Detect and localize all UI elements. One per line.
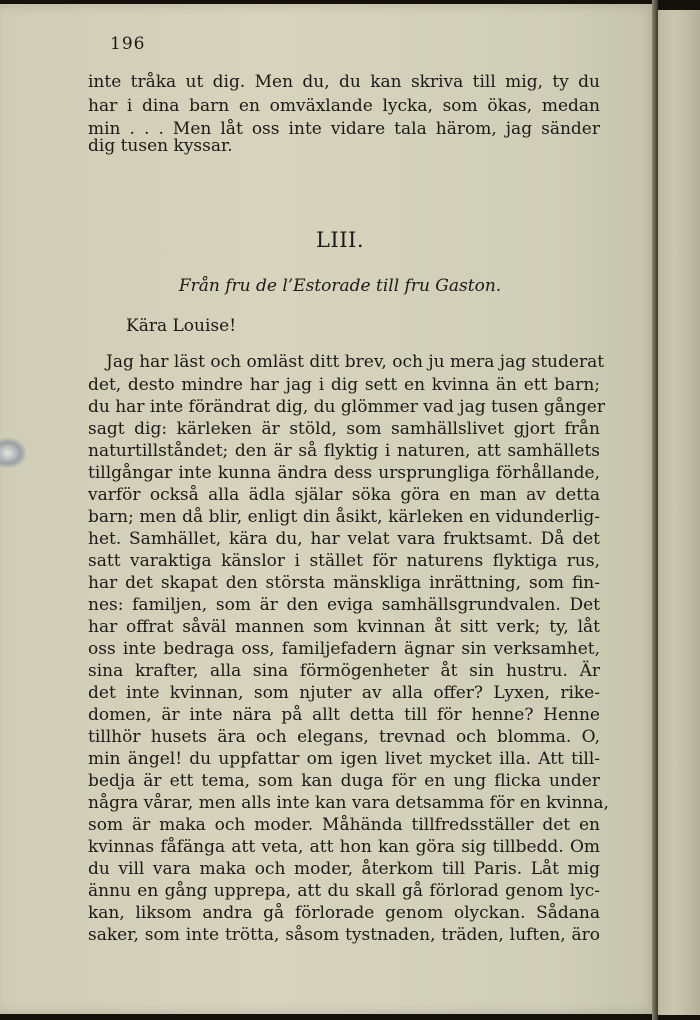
body-line: har offrat såväl mannen som kvinnan åt sitt verk; ty, låt bbox=[88, 617, 600, 637]
body-line: bedja är ett tema, som kan duga för en ung flicka under bbox=[88, 771, 600, 791]
body-line: sina krafter, alla sina förmögenheter åt sin hustru. Är bbox=[88, 661, 600, 681]
body-line: några vårar, men alls inte kan vara detsamma för en kvinna, bbox=[88, 793, 609, 813]
body-line: har det skapat den största mänskliga inrättning, som fin- bbox=[88, 573, 600, 593]
body-line: barn; men då blir, enligt din åsikt, kärleken en vidunderlig- bbox=[88, 507, 600, 527]
top-line: har i dina barn en omväxlande lycka, som ökas, medan bbox=[88, 96, 600, 116]
body-line: det, desto mindre har jag i dig sett en kvinna än ett barn; bbox=[88, 375, 600, 395]
top-line: dig tusen kyssar. bbox=[88, 136, 233, 156]
body-line: det inte kvinnan, som njuter av alla offer? Lyxen, rike- bbox=[88, 683, 600, 703]
body-line: nes: familjen, som är den eviga samhällsgrundvalen. Det bbox=[88, 595, 600, 615]
body-line: som är maka och moder. Måhända tillfredsställer det en bbox=[88, 815, 600, 835]
top-line: inte tråka ut dig. Men du, du kan skriva till mig, ty du bbox=[88, 72, 600, 92]
body-line: kan, liksom andra gå förlorade genom olyckan. Sådana bbox=[88, 903, 600, 923]
body-line: naturtillståndet; den är så flyktig i naturen, att samhällets bbox=[88, 441, 600, 461]
body-line: min ängel! du uppfattar om igen livet mycket illa. Att till- bbox=[88, 749, 600, 769]
body-line: du har inte förändrat dig, du glömmer vad jag tusen gånger bbox=[88, 397, 605, 417]
body-line: sagt dig: kärleken är stöld, som samhällslivet gjort från bbox=[88, 419, 600, 439]
body-line: satt varaktiga känslor i stället för naturens flyktiga rus, bbox=[88, 551, 600, 571]
page-number: 196 bbox=[110, 34, 146, 54]
body-line: saker, som inte trötta, såsom tystnaden, träden, luften, äro bbox=[88, 925, 600, 945]
body-line: het. Samhället, kära du, har velat vara fruktsamt. Då det bbox=[88, 529, 600, 549]
letter-title: Från fru de l’Estorade till fru Gaston. bbox=[178, 276, 502, 296]
chapter-heading: LIII. bbox=[315, 228, 364, 252]
body-line: ännu en gång upprepa, att du skall gå förlorad genom lyc- bbox=[88, 881, 600, 901]
body-line: kvinnas fåfänga att veta, att hon kan göra sig tillbedd. Om bbox=[88, 837, 600, 857]
top-line: min . . . Men låt oss inte vidare tala härom, jag sänder bbox=[88, 119, 600, 139]
body-line: oss inte bedraga oss, familjefadern ägnar sin verksamhet, bbox=[88, 639, 600, 659]
body-line: tillgångar inte kunna ändra dess ursprungliga förhållande, bbox=[88, 463, 600, 483]
body-line: varför också alla ädla själar söka göra en man av detta bbox=[88, 485, 600, 505]
salutation: Kära Louise! bbox=[126, 316, 237, 336]
page-edge bbox=[658, 10, 700, 1015]
body-line: Jag har läst och omläst ditt brev, och ju mera jag studerat bbox=[106, 352, 605, 372]
body-line: tillhör husets ära och elegans, trevnad och blomma. O, bbox=[88, 727, 600, 747]
body-line: domen, är inte nära på allt detta till för henne? Henne bbox=[88, 705, 600, 725]
body-line: du vill vara maka och moder, återkom till Paris. Låt mig bbox=[88, 859, 600, 879]
